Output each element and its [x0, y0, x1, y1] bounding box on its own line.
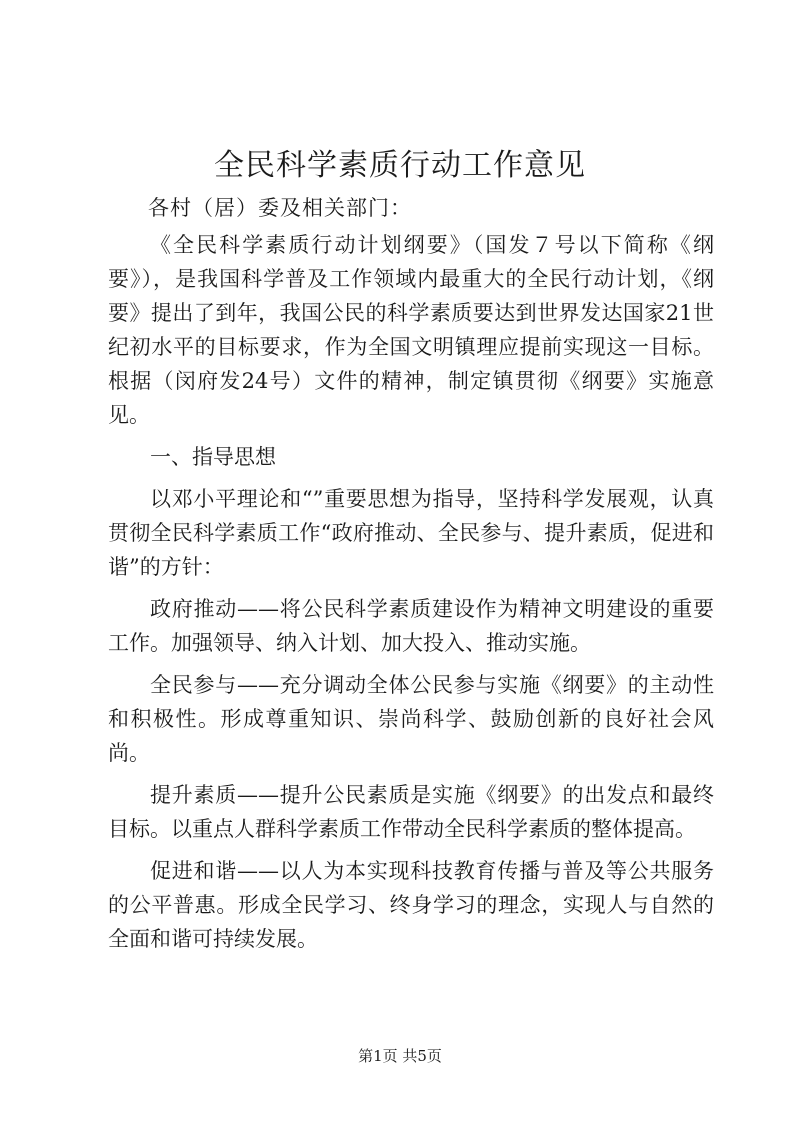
paragraph-guiding-ideology: 以邓小平理论和“”重要思想为指导，坚持科学发展观，认真贯彻全民科学素质工作“政府推动、全民参与、提升素质，促进和谐”的方针：: [108, 487, 714, 579]
document-body: [108, 228, 714, 964]
salutation: 各村（居）委及相关部门：: [148, 196, 412, 220]
paragraph-intro: 《全民科学素质行动计划纲要》（国发７号以下简称《纲要》），是我国科学普及工作领域内最重大的全民行动计划，《纲要》提出了到年，我国公民的科学素质要达到世界发达国家21世纪初水平的目标要求，作为全国文明镇理应提前实现这一目标。根据（闵府发24号）文件的精神，制定镇贯彻《纲要》实施意见。: [108, 233, 714, 427]
page-footer: 第1页 共5页: [358, 1047, 442, 1065]
paragraph-promote-harmony: 促进和谐——以人为本实现科技教育传播与普及等公共服务的公平普惠。形成全民学习、终身学习的理念，实现人与自然的全面和谐可持续发展。: [108, 859, 714, 951]
paragraph-government-promotion: 政府推动——将公民科学素质建设作为精神文明建设的重要工作。加强领导、纳入计划、加大投入、推动实施。: [108, 597, 714, 655]
document-title: 全民科学素质行动工作意见: [214, 148, 586, 183]
section-heading-guiding-ideology: 一、指导思想: [150, 445, 276, 469]
paragraph-public-participation: 全民参与——充分调动全体公民参与实施《纲要》的主动性和积极性。形成尊重知识、崇尚科学、鼓励创新的良好社会风尚。: [108, 673, 714, 765]
paragraph-improve-quality: 提升素质——提升公民素质是实施《纲要》的出发点和最终目标。以重点人群科学素质工作带动全民科学素质的整体提高。: [108, 783, 714, 841]
